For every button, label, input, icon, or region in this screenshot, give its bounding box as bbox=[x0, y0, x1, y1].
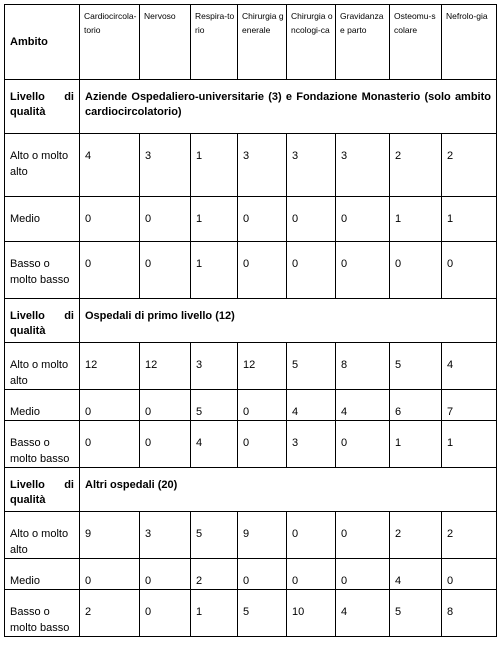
section-title: Aziende Ospedaliero-universitarie (3) e Fondazione Monasterio (solo ambito cardiocircolatorio) bbox=[80, 80, 497, 134]
table-cell: 6 bbox=[390, 390, 442, 421]
table-cell: 9 bbox=[238, 512, 287, 559]
table-cell: 1 bbox=[191, 590, 238, 637]
table-body bbox=[5, 5, 497, 637]
table-cell: 4 bbox=[390, 559, 442, 590]
row-label: Alto o molto alto bbox=[5, 343, 80, 390]
table-cell: 5 bbox=[390, 343, 442, 390]
table-row bbox=[5, 343, 497, 390]
table-cell: 0 bbox=[287, 242, 336, 299]
column-header-nefrologia: Nefrolo-gia bbox=[442, 5, 497, 80]
table-cell: 4 bbox=[287, 390, 336, 421]
table-cell: 0 bbox=[390, 242, 442, 299]
table-cell: 0 bbox=[140, 590, 191, 637]
table-cell: 0 bbox=[336, 421, 390, 468]
table-cell: 10 bbox=[287, 590, 336, 637]
row-label: Medio bbox=[5, 559, 80, 590]
table-cell: 2 bbox=[442, 134, 497, 197]
table-cell: 0 bbox=[80, 559, 140, 590]
table-row bbox=[5, 590, 497, 637]
corner-header: Ambito bbox=[5, 5, 80, 80]
table-cell: 4 bbox=[442, 343, 497, 390]
table-cell: 3 bbox=[287, 134, 336, 197]
table-cell: 4 bbox=[336, 590, 390, 637]
table-cell: 0 bbox=[80, 197, 140, 242]
table-cell: 5 bbox=[287, 343, 336, 390]
table-cell: 4 bbox=[80, 134, 140, 197]
table-cell: 8 bbox=[442, 590, 497, 637]
table-cell: 0 bbox=[238, 559, 287, 590]
table-cell: 3 bbox=[140, 134, 191, 197]
row-label: Basso o molto basso bbox=[5, 242, 80, 299]
table-row bbox=[5, 559, 497, 590]
table-row bbox=[5, 390, 497, 421]
table-row bbox=[5, 242, 497, 299]
section-title: Altri ospedali (20) bbox=[80, 468, 497, 512]
table-cell: 0 bbox=[287, 559, 336, 590]
table-cell: 0 bbox=[140, 421, 191, 468]
table-cell: 0 bbox=[238, 197, 287, 242]
table-cell: 1 bbox=[442, 197, 497, 242]
table-cell: 0 bbox=[238, 390, 287, 421]
table-cell: 1 bbox=[191, 242, 238, 299]
table-cell: 0 bbox=[80, 390, 140, 421]
row-label: Basso o molto basso bbox=[5, 590, 80, 637]
table-cell: 12 bbox=[80, 343, 140, 390]
table-cell: 0 bbox=[442, 559, 497, 590]
table-cell: 4 bbox=[191, 421, 238, 468]
table-row bbox=[5, 134, 497, 197]
column-header-osteomuscolare: Osteomu-scolare bbox=[390, 5, 442, 80]
table-cell: 4 bbox=[336, 390, 390, 421]
table-cell: 2 bbox=[390, 134, 442, 197]
table-cell: 12 bbox=[140, 343, 191, 390]
table-cell: 0 bbox=[287, 197, 336, 242]
table-cell: 0 bbox=[80, 421, 140, 468]
table-row bbox=[5, 197, 497, 242]
column-header-respiratorio: Respira-torio bbox=[191, 5, 238, 80]
section-label: Livello di qualità bbox=[5, 468, 80, 512]
section-header-row bbox=[5, 80, 497, 134]
row-label: Alto o molto alto bbox=[5, 134, 80, 197]
section-header-row bbox=[5, 468, 497, 512]
table-cell: 5 bbox=[390, 590, 442, 637]
table-cell: 2 bbox=[191, 559, 238, 590]
table-row bbox=[5, 421, 497, 468]
table-cell: 0 bbox=[80, 242, 140, 299]
table-cell: 0 bbox=[238, 242, 287, 299]
table-cell: 9 bbox=[80, 512, 140, 559]
table-cell: 1 bbox=[390, 421, 442, 468]
table-cell: 0 bbox=[287, 512, 336, 559]
table-cell: 3 bbox=[287, 421, 336, 468]
table-cell: 3 bbox=[238, 134, 287, 197]
section-label: Livello di qualità bbox=[5, 80, 80, 134]
table-cell: 2 bbox=[442, 512, 497, 559]
table-cell: 3 bbox=[140, 512, 191, 559]
column-header-chirurgia-oncologica: Chirurgia oncologi-ca bbox=[287, 5, 336, 80]
table-row bbox=[5, 512, 497, 559]
table-cell: 3 bbox=[336, 134, 390, 197]
table-cell: 7 bbox=[442, 390, 497, 421]
table-cell: 1 bbox=[390, 197, 442, 242]
table-cell: 12 bbox=[238, 343, 287, 390]
table-cell: 1 bbox=[191, 197, 238, 242]
table-cell: 0 bbox=[442, 242, 497, 299]
column-header-nervoso: Nervoso bbox=[140, 5, 191, 80]
row-label: Basso o molto basso bbox=[5, 421, 80, 468]
table-cell: 0 bbox=[140, 242, 191, 299]
table-cell: 8 bbox=[336, 343, 390, 390]
column-header-chirurgia-generale: Chirurgia generale bbox=[238, 5, 287, 80]
table-cell: 5 bbox=[191, 512, 238, 559]
header-row bbox=[5, 5, 497, 80]
table-cell: 0 bbox=[140, 390, 191, 421]
table-cell: 0 bbox=[336, 512, 390, 559]
section-label: Livello di qualità bbox=[5, 299, 80, 343]
section-header-row bbox=[5, 299, 497, 343]
section-title: Ospedali di primo livello (12) bbox=[80, 299, 497, 343]
table-cell: 2 bbox=[390, 512, 442, 559]
table-cell: 0 bbox=[238, 421, 287, 468]
table-cell: 1 bbox=[191, 134, 238, 197]
row-label: Medio bbox=[5, 390, 80, 421]
table-cell: 5 bbox=[238, 590, 287, 637]
table-cell: 2 bbox=[80, 590, 140, 637]
table-cell: 0 bbox=[336, 242, 390, 299]
table-cell: 0 bbox=[140, 197, 191, 242]
row-label: Medio bbox=[5, 197, 80, 242]
table-cell: 5 bbox=[191, 390, 238, 421]
quality-table bbox=[4, 4, 497, 637]
table-cell: 0 bbox=[336, 559, 390, 590]
table-cell: 3 bbox=[191, 343, 238, 390]
table-cell: 0 bbox=[140, 559, 191, 590]
table-cell: 0 bbox=[336, 197, 390, 242]
table-cell: 1 bbox=[442, 421, 497, 468]
row-label: Alto o molto alto bbox=[5, 512, 80, 559]
column-header-cardiocircolatorio: Cardiocircola-torio bbox=[80, 5, 140, 80]
column-header-gravidanza-parto: Gravidanza e parto bbox=[336, 5, 390, 80]
